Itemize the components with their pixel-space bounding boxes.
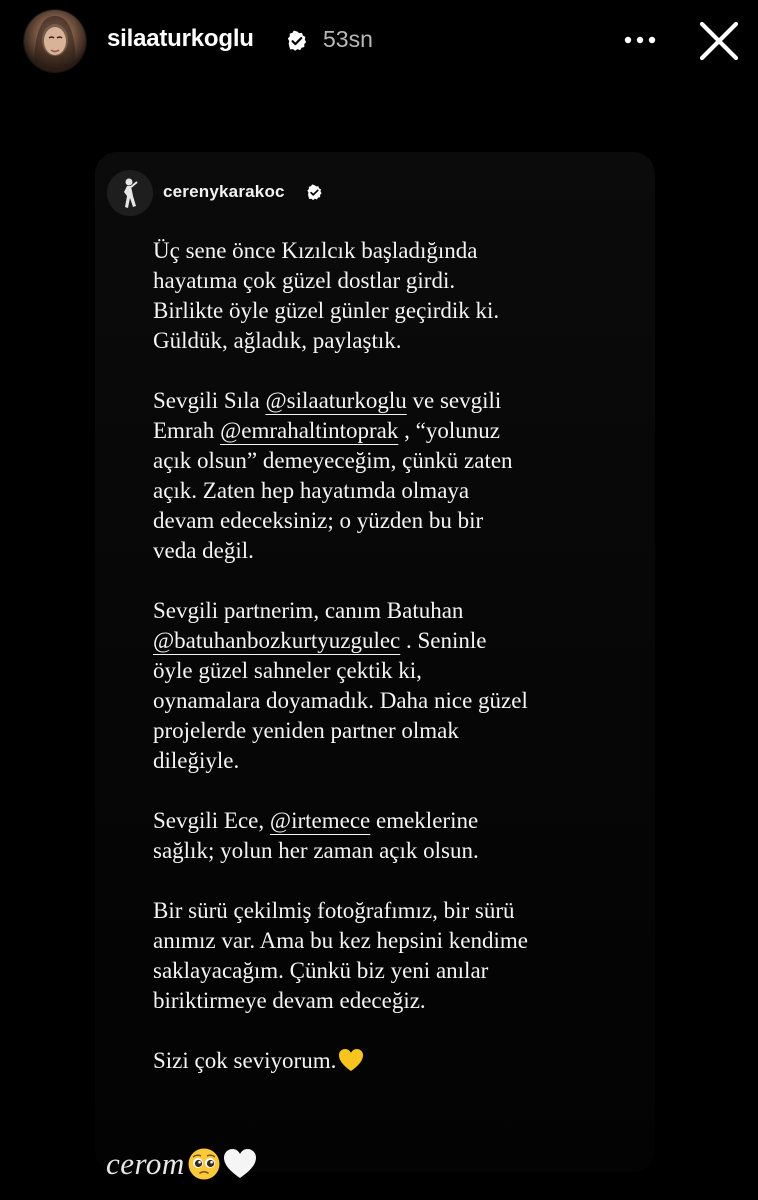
post-text: veda değil. xyxy=(153,538,254,563)
close-icon[interactable] xyxy=(696,18,742,64)
more-horizontal-icon[interactable] xyxy=(620,26,660,54)
pleading-face-icon xyxy=(187,1147,221,1181)
post-line xyxy=(153,686,633,716)
post-text: öyle güzel sahneler çektik ki, xyxy=(153,658,422,683)
post-text: Sevgili Sıla xyxy=(153,388,266,413)
story-time-ago: 53sn xyxy=(323,26,373,52)
post-line xyxy=(153,296,633,326)
post-text: hayatıma çok güzel dostlar girdi. xyxy=(153,268,456,293)
card-avatar-photo-icon xyxy=(107,170,153,216)
post-paragraph xyxy=(153,1046,633,1076)
post-line xyxy=(153,476,633,506)
post-line xyxy=(153,326,633,356)
white-heart-icon xyxy=(223,1148,257,1180)
post-line xyxy=(153,836,633,866)
post-line xyxy=(153,446,633,476)
post-line xyxy=(153,746,633,776)
post-line xyxy=(153,986,633,1016)
post-text: Sevgili Ece, xyxy=(153,808,270,833)
post-text: projelerde yeniden partner olmak xyxy=(153,718,459,743)
post-paragraph xyxy=(153,236,633,356)
post-text: Sizi çok seviyorum. xyxy=(153,1048,337,1073)
post-text: Bir sürü çekilmiş fotoğrafımız, bir sürü xyxy=(153,898,515,923)
post-paragraph xyxy=(153,806,633,866)
post-text: , “yolunuz xyxy=(398,418,500,443)
post-line xyxy=(153,626,633,656)
post-line xyxy=(153,386,633,416)
card-profile-avatar[interactable] xyxy=(107,170,153,216)
verified-badge-icon xyxy=(286,30,308,52)
post-line xyxy=(153,716,633,746)
post-line xyxy=(153,1046,633,1076)
post-paragraph xyxy=(153,596,633,776)
post-line xyxy=(153,266,633,296)
post-text: biriktirmeye devam edeceğiz. xyxy=(153,988,426,1013)
mention-link[interactable]: @silaaturkoglu xyxy=(265,388,407,413)
post-text: ve sevgili xyxy=(406,388,502,413)
post-text: Emrah xyxy=(153,418,221,443)
post-text: Güldük, ağladık, paylaştık. xyxy=(153,328,402,353)
post-text-body xyxy=(153,236,633,1076)
profile-avatar[interactable] xyxy=(24,10,86,72)
post-line xyxy=(153,806,633,836)
post-text: saklayacağım. Çünkü biz yeni anılar xyxy=(153,958,489,983)
post-text: Birlikte öyle güzel günler geçirdik ki. xyxy=(153,298,500,323)
mention-link[interactable]: @emrahaltintoprak xyxy=(220,418,399,443)
post-text: sağlık; yolun her zaman açık olsun. xyxy=(153,838,479,863)
card-username[interactable]: cerenykarakoc xyxy=(163,182,285,201)
post-line xyxy=(153,956,633,986)
post-line xyxy=(153,656,633,686)
caption-text: cerom xyxy=(106,1146,185,1181)
avatar-photo-icon xyxy=(24,10,86,72)
post-text: açık. Zaten hep hayatımda olmaya xyxy=(153,478,470,503)
post-line xyxy=(153,536,633,566)
post-text: . Seninle xyxy=(400,628,487,653)
story-username[interactable]: silaaturkoglu xyxy=(107,25,254,52)
post-line xyxy=(153,896,633,926)
post-line xyxy=(153,596,633,626)
post-text: Üç sene önce Kızılcık başladığında xyxy=(153,238,478,263)
post-paragraph xyxy=(153,386,633,566)
post-text: açık olsun” demeyeceğim, çünkü zaten xyxy=(153,448,513,473)
post-line xyxy=(153,506,633,536)
post-text: oynamalara doyamadık. Daha nice güzel xyxy=(153,688,528,713)
story-caption xyxy=(106,1144,257,1184)
story-header xyxy=(0,0,758,82)
post-text: emeklerine xyxy=(370,808,479,833)
post-text: devam edeceksiniz; o yüzden bu bir xyxy=(153,508,484,533)
mention-link[interactable]: @irtemece xyxy=(269,808,371,833)
post-line xyxy=(153,236,633,266)
card-verified-badge-icon xyxy=(306,184,323,201)
post-text: dileğiyle. xyxy=(153,748,240,773)
post-paragraph xyxy=(153,896,633,1016)
mention-link[interactable]: @batuhanbozkurtyuzgulec xyxy=(153,628,401,653)
post-line xyxy=(153,416,633,446)
yellow-heart-icon xyxy=(338,1048,364,1072)
post-text: Sevgili partnerim, canım Batuhan xyxy=(153,598,464,623)
post-line xyxy=(153,926,633,956)
post-text: anımız var. Ama bu kez hepsini kendime xyxy=(153,928,528,953)
